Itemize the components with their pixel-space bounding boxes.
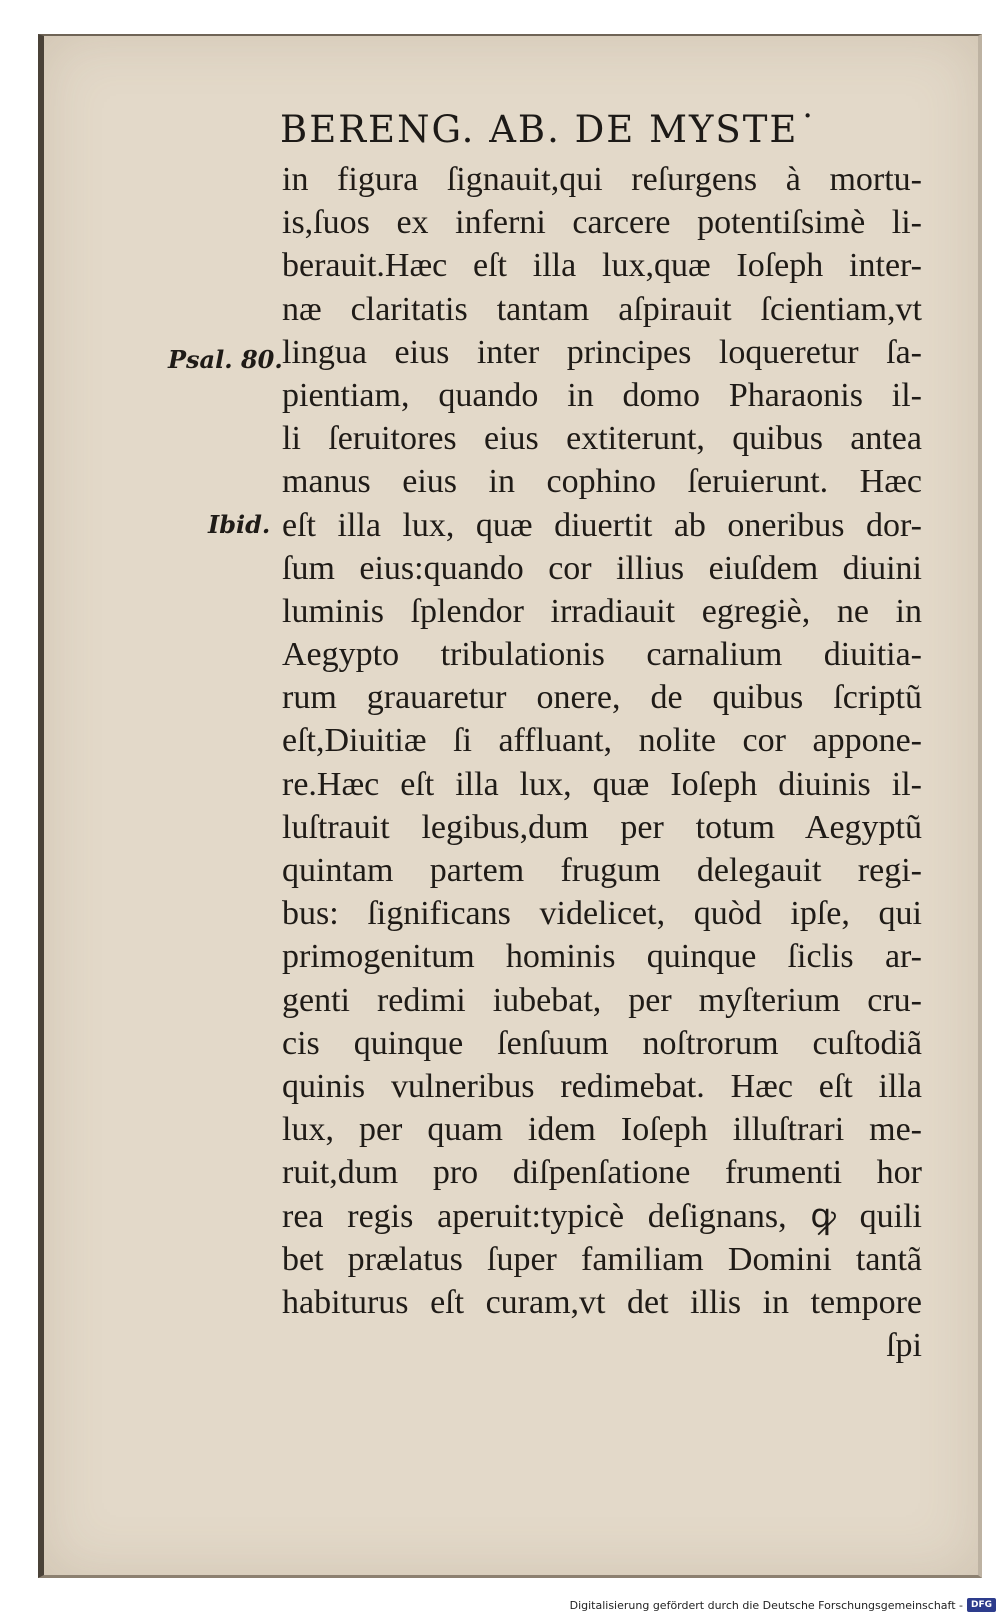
text-line: is,ſuos ex inferni carcere potentiſsimè li- bbox=[282, 204, 922, 242]
text-line: rum grauaretur onere, de quibus ſcriptũ bbox=[282, 679, 922, 717]
text-line: re.Hæc eſt illa lux, quæ Ioſeph diuinis il- bbox=[282, 765, 922, 803]
text-line: primogenitum hominis quinque ſiclis ar- bbox=[282, 938, 922, 976]
body-text bbox=[282, 158, 922, 1367]
text-line: pientiam, quando in domo Pharaonis il- bbox=[282, 376, 922, 414]
text-line: habiturus eſt curam,vt det illis in tempore bbox=[282, 1283, 922, 1321]
marginal-note-ibid: Ibid. bbox=[208, 510, 271, 539]
text-line: quintam partem frugum delegauit regi- bbox=[282, 852, 922, 889]
text-line: cis quinque ſenſuum noſtrorum cuſtodiã bbox=[282, 1024, 922, 1062]
text-line: in figura ſignauit,qui reſurgens à mortu- bbox=[282, 161, 922, 198]
text-line: manus eius in cophino ſeruierunt. Hæc bbox=[282, 463, 922, 501]
marginal-note-psalm: Psal. 80. bbox=[168, 345, 283, 374]
text-line: luſtrauit legibus,dum per totum Aegyptũ bbox=[282, 808, 922, 846]
text-line: bet prælatus ſuper familiam Domini tantã bbox=[282, 1240, 922, 1278]
text-line: berauit.Hæc eſt illa lux,quæ Ioſeph inter- bbox=[282, 247, 922, 285]
text-line: ſum eius:quando cor illius eiuſdem diuini bbox=[282, 549, 922, 587]
text-line: eſt,Diuitiæ ſi affluant, nolite cor appone- bbox=[282, 722, 922, 760]
text-line: ruit,dum pro diſpenſatione frumenti hor bbox=[282, 1154, 922, 1192]
text-line: lux, per quam idem Ioſeph illuſtrari me- bbox=[282, 1111, 922, 1149]
text-line: bus: ſignificans videlicet, quòd ipſe, qui bbox=[282, 895, 922, 933]
text-line: quinis vulneribus redimebat. Hæc eſt illa bbox=[282, 1067, 922, 1105]
catchword: ſpi bbox=[886, 1327, 922, 1365]
text-line: rea regis aperuit:typicè deſignans, ꝙ quili bbox=[282, 1197, 922, 1235]
footer-credit-text: Digitalisierung gefördert durch die Deutsche Forschungsgemeinschaft - bbox=[569, 1598, 963, 1612]
text-line: li ſeruitores eius extiterunt, quibus antea bbox=[282, 420, 922, 458]
text-line: eſt illa lux, quæ diuertit ab oneribus dor- bbox=[282, 506, 922, 544]
text-line: lingua eius inter principes loqueretur ſa- bbox=[282, 333, 922, 371]
running-head: BERENG. AB. DE MYSTE˙ bbox=[280, 108, 819, 151]
text-line: Aegypto tribulationis carnalium diuitia- bbox=[282, 636, 922, 674]
dfg-logo-icon: DFG bbox=[967, 1598, 996, 1612]
text-line: luminis ſplendor irradiauit egregiè, ne in bbox=[282, 592, 922, 630]
text-line: genti redimi iubebat, per myſterium cru- bbox=[282, 981, 922, 1019]
footer-credit bbox=[569, 1593, 996, 1617]
text-line: næ claritatis tantam aſpirauit ſcientiam,vt bbox=[282, 290, 922, 328]
